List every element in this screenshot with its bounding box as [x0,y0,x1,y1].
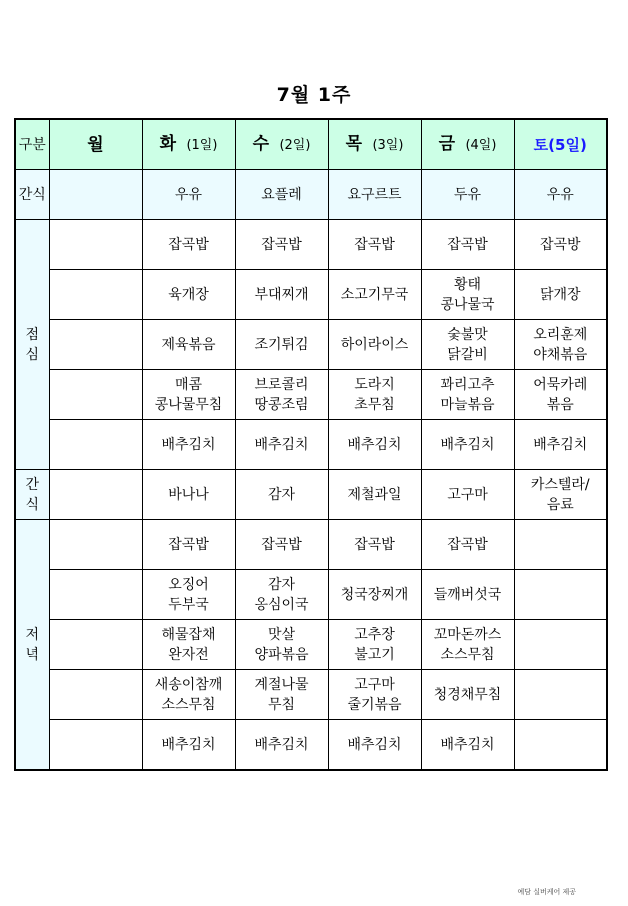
menu-item: 카스텔라/ [530,476,590,493]
header-day-date: (3일) [372,137,404,153]
afternoon-snack-label-line: 간 [25,476,40,493]
menu-item: 해물잡채 [161,626,216,643]
menu-cell [235,470,328,520]
menu-item: 어묵카레 [533,376,588,393]
header-day-name: 금 [438,133,455,154]
menu-cell [421,320,514,370]
page-title: 7월 1주 [276,84,352,106]
lunch-label-line: 심 [25,346,40,363]
footer-credit: 예담 실버케어 제공 [517,888,576,896]
menu-cell [421,220,514,270]
menu-item: 야채볶음 [533,346,588,363]
header-category: 구분 [15,119,49,170]
menu-item: 볶음 [546,396,574,413]
menu-cell [514,420,607,470]
menu-cell [421,670,514,720]
menu-item: 하이라이스 [340,336,409,353]
weekly-menu-table [14,118,608,771]
menu-cell [49,670,142,720]
menu-item: 꽈리고추 [440,376,495,393]
menu-item: 잡곡밥 [168,536,209,553]
header-day-name: 목 [345,133,362,154]
snack-cell: 요구르트 [328,170,421,220]
meal-row [15,320,607,370]
header-day [235,119,328,170]
snack-cell: 우유 [142,170,235,220]
menu-cell [328,720,421,771]
header-saturday: 토(5일) [514,119,607,170]
menu-cell [514,720,607,771]
menu-cell [49,270,142,320]
menu-cell [49,320,142,370]
menu-cell [514,670,607,720]
menu-cell [235,420,328,470]
menu-cell [142,370,235,420]
menu-item: 꼬마돈까스 [433,626,502,643]
header-day [49,119,142,170]
menu-item: 배추김치 [254,736,309,753]
menu-cell [49,570,142,620]
menu-item: 조기튀김 [254,336,309,353]
menu-cell [514,520,607,570]
menu-item: 도라지 [354,376,395,393]
menu-item: 잡곡방 [539,236,581,253]
menu-cell [421,570,514,620]
header-row [15,119,607,170]
menu-item: 잡곡밥 [354,236,395,253]
meal-row [15,270,607,320]
menu-item: 잡곡밥 [168,236,209,253]
menu-item: 음료 [546,496,574,513]
menu-cell [142,520,235,570]
menu-cell [49,220,142,270]
menu-item: 배추김치 [440,736,495,753]
morning-snack-label: 간식 [15,170,49,220]
meal-row [15,220,607,270]
menu-item: 배추김치 [254,436,309,453]
menu-item: 바나나 [168,486,209,503]
menu-item: 고구마 [447,486,488,503]
menu-item: 불고기 [354,646,395,663]
menu-item: 감자 [267,576,296,593]
menu-item: 두부국 [168,596,209,613]
menu-cell [421,720,514,771]
menu-cell [514,620,607,670]
afternoon-snack-row [15,470,607,520]
menu-cell [142,270,235,320]
menu-item: 닭개장 [539,286,581,303]
menu-cell [514,470,607,520]
menu-cell [514,220,607,270]
menu-item: 육개장 [168,286,209,303]
menu-cell [235,520,328,570]
header-day-name: 수 [252,133,269,154]
menu-cell [514,370,607,420]
menu-item: 배추김치 [161,436,216,453]
menu-cell [328,370,421,420]
menu-cell [49,620,142,670]
menu-item: 배추김치 [161,736,216,753]
menu-item: 맛살 [267,626,296,643]
menu-cell [142,220,235,270]
menu-cell [142,320,235,370]
menu-item: 닭갈비 [447,346,488,363]
menu-cell [421,270,514,320]
menu-item: 배추김치 [347,736,402,753]
menu-item: 제철과일 [347,486,402,503]
menu-item: 감자 [267,486,296,503]
menu-cell [142,470,235,520]
menu-cell [235,270,328,320]
menu-cell [328,620,421,670]
menu-item: 잡곡밥 [261,536,302,553]
dinner-label-line: 녁 [25,646,40,663]
header-day-date: (2일) [279,137,311,153]
lunch-label-line: 점 [25,326,40,343]
menu-cell [421,520,514,570]
meal-row [15,570,607,620]
menu-item: 숯불맛 [447,326,488,343]
menu-cell [328,670,421,720]
menu-cell [421,620,514,670]
snack-cell: 두유 [421,170,514,220]
meal-row [15,420,607,470]
meal-row [15,720,607,771]
header-day [328,119,421,170]
menu-item: 줄기볶음 [347,696,402,713]
dinner-label-line: 저 [25,626,40,643]
header-day-date: (1일) [186,137,218,153]
menu-cell [142,720,235,771]
snack-cell: 요플레 [235,170,328,220]
menu-item: 부대찌개 [254,286,309,303]
menu-item: 땅콩조림 [254,396,309,413]
menu-cell [421,420,514,470]
snack-cell: 우유 [514,170,607,220]
menu-cell [328,420,421,470]
menu-item: 들깨버섯국 [433,586,502,603]
menu-item: 옹심이국 [254,596,309,613]
afternoon-snack-label [15,470,49,520]
menu-cell [49,420,142,470]
menu-item: 잡곡밥 [447,536,488,553]
menu-item: 잡곡밥 [261,236,302,253]
menu-cell [49,470,142,520]
menu-item: 배추김치 [440,436,495,453]
menu-item: 잡곡밥 [447,236,488,253]
menu-item: 배추김치 [347,436,402,453]
menu-cell [328,520,421,570]
menu-cell [142,620,235,670]
menu-item: 소고기무국 [340,286,409,303]
menu-item: 마늘볶음 [440,396,495,413]
menu-cell [142,570,235,620]
header-day-date: (4일) [465,137,497,153]
dinner-section [15,520,607,771]
menu-item: 황태 [453,276,482,293]
lunch-section [15,220,607,470]
menu-cell [328,320,421,370]
menu-item: 고추장 [354,626,395,643]
menu-item: 콩나물무침 [154,396,223,413]
snack-cell [49,170,142,220]
menu-cell [235,720,328,771]
menu-item: 제육볶음 [161,336,216,353]
afternoon-snack-section [15,470,607,520]
menu-item: 청경채무침 [433,686,502,703]
menu-cell [328,570,421,620]
menu-cell [514,320,607,370]
header-day [142,119,235,170]
menu-item: 무침 [267,696,296,713]
menu-item: 소스무침 [440,646,495,663]
menu-cell [49,720,142,771]
menu-cell [49,370,142,420]
menu-item: 소스무침 [161,696,216,713]
menu-item: 계절나물 [254,676,309,693]
menu-item: 양파볶음 [254,646,309,663]
lunch-label [15,220,49,470]
menu-cell [421,470,514,520]
morning-snack-row [15,170,607,220]
menu-item: 새송이참깨 [154,676,223,693]
menu-cell [235,570,328,620]
menu-cell [142,670,235,720]
menu-cell [235,620,328,670]
meal-row [15,520,607,570]
menu-item: 오리훈제 [533,326,588,343]
menu-item: 잡곡밥 [354,536,395,553]
menu-item: 브로콜리 [254,376,309,393]
header-day [421,119,514,170]
meal-row [15,620,607,670]
menu-cell [514,570,607,620]
menu-cell [328,220,421,270]
dinner-label [15,520,49,771]
menu-item: 초무침 [354,396,395,413]
menu-cell [49,520,142,570]
header-day-name: 화 [159,133,176,154]
menu-cell [235,220,328,270]
menu-cell [421,370,514,420]
menu-item: 고구마 [354,676,395,693]
meal-row [15,370,607,420]
menu-cell [235,320,328,370]
menu-item: 완자전 [168,646,209,663]
meal-row [15,670,607,720]
menu-cell [328,270,421,320]
header-day-name: 월 [87,134,104,155]
menu-item: 콩나물국 [440,296,495,313]
menu-item: 오징어 [168,576,209,593]
menu-item: 청국장찌개 [340,586,409,603]
menu-cell [235,370,328,420]
menu-cell [142,420,235,470]
menu-item: 매콤 [174,376,203,393]
menu-item: 배추김치 [533,436,588,453]
menu-cell [235,670,328,720]
menu-cell [514,270,607,320]
menu-cell [328,470,421,520]
afternoon-snack-label-line: 식 [25,496,40,513]
